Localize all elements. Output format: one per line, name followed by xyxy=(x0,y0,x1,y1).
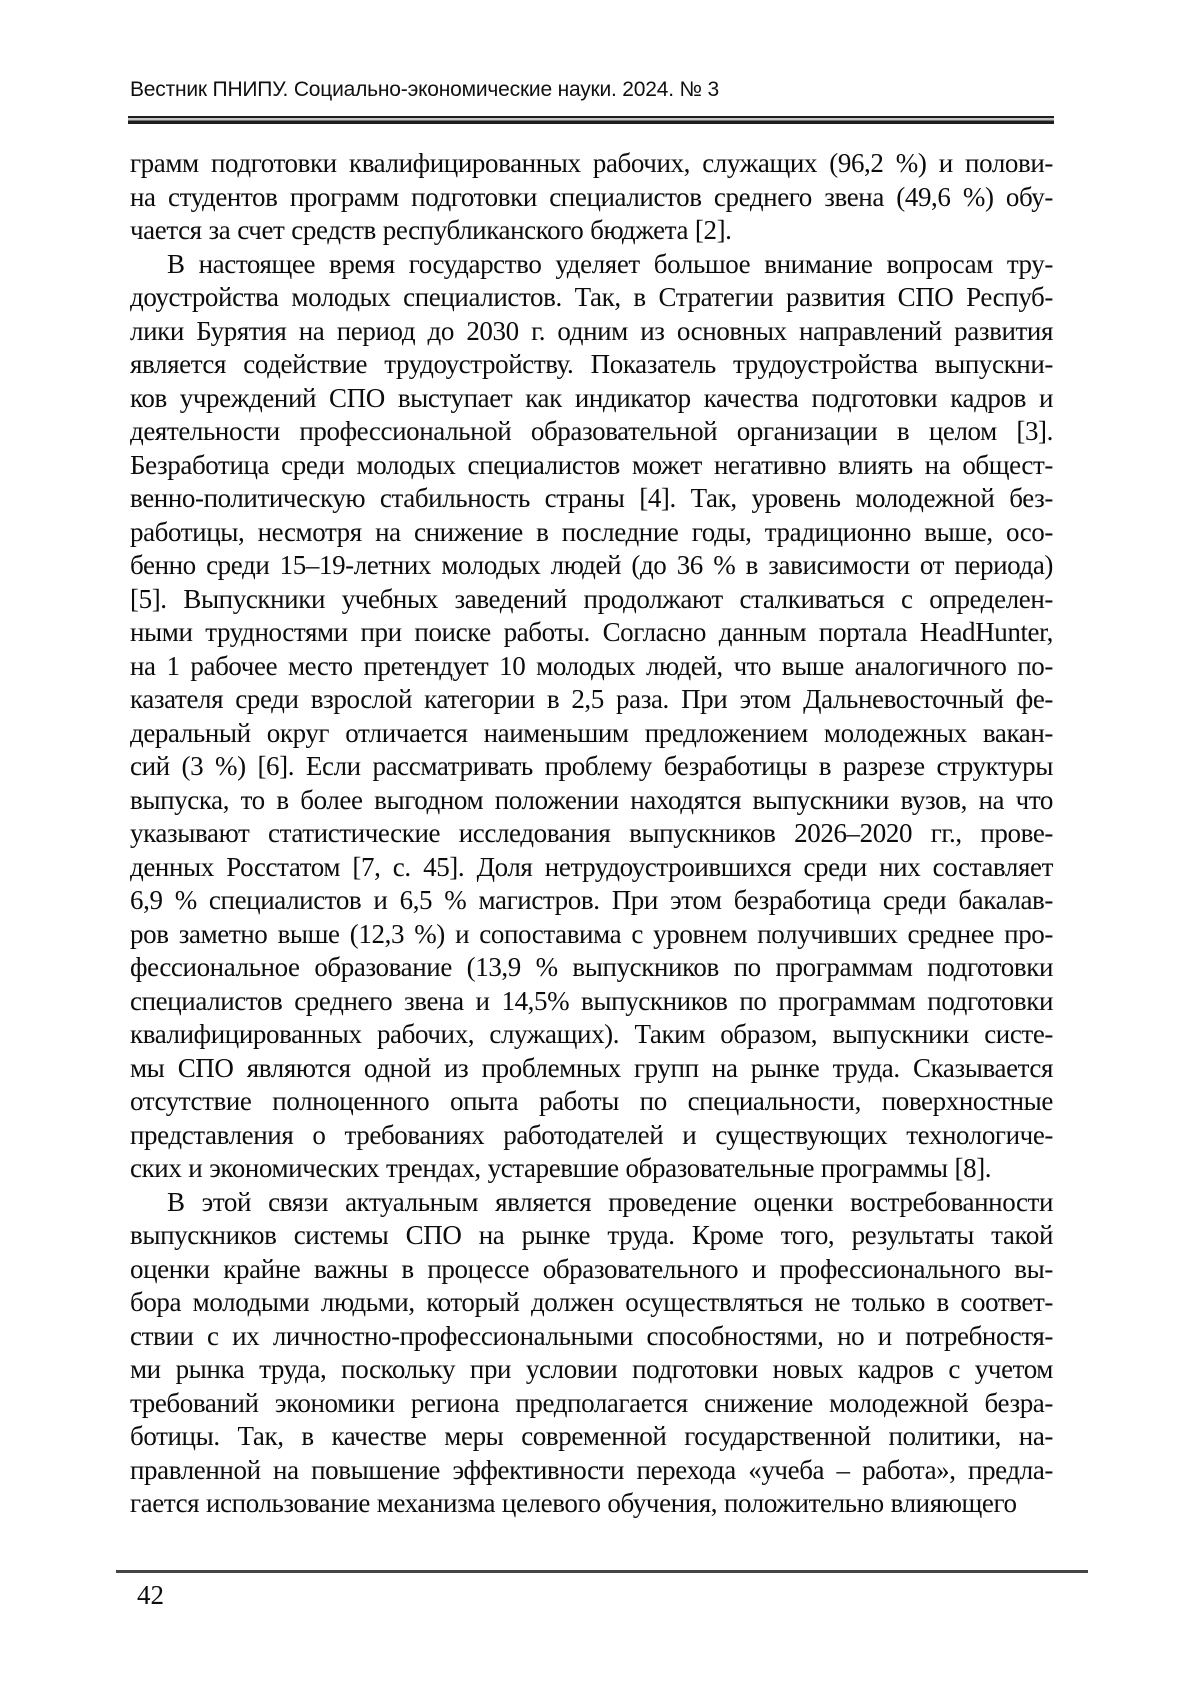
body-text xyxy=(130,147,1053,1521)
footer-rule xyxy=(116,1570,1088,1573)
text-line: ков учреждений СПО выступает как индикатор качества подготовки кадров и xyxy=(130,382,1053,413)
text-line: правленной на повышение эффективности перехода «учеба – работа», предла- xyxy=(130,1454,1053,1485)
text-line: денных Росстатом [7, с. 45]. Доля нетрудоустроившихся среди них составляет xyxy=(130,851,1053,882)
text-line: бенно среди 15–19-летних молодых людей (до 36 % в зависимости от периода) xyxy=(130,550,1053,580)
text-line: указывают статистические исследования выпускников 2026–2020 гг., прове- xyxy=(130,818,1053,848)
text-line: венно-политическую стабильность страны [4]. Так, уровень молодежной без- xyxy=(130,483,1053,513)
text-line: В этой связи актуальным является проведение оценки востребованности xyxy=(167,1186,1053,1217)
text-line: бора молодыми людьми, который должен осуществляться не только в соответ- xyxy=(130,1287,1053,1317)
text-line: доустройства молодых специалистов. Так, в Стратегии развития СПО Респуб- xyxy=(130,282,1053,312)
text-line: ботицы. Так, в качестве меры современной государственной политики, на- xyxy=(130,1421,1053,1451)
text-line: ских и экономических трендах, устаревшие образовательные программы [8]. xyxy=(130,1153,992,1183)
text-line: выпуска, то в более выгодном положении находятся выпускники вузов, на что xyxy=(130,784,1053,815)
text-line: на студентов программ подготовки специалистов среднего звена (49,6 %) обу- xyxy=(130,181,1053,212)
text-line: оценки крайне важны в процессе образовательного и профессионального вы- xyxy=(130,1253,1053,1284)
text-line: чается за счет средств республиканского бюджета [2]. xyxy=(130,215,732,245)
text-line: квалифицированных рабочих, служащих). Таким образом, выпускники систе- xyxy=(130,1019,1053,1049)
text-line: [5]. Выпускники учебных заведений продолжают сталкиваться с определен- xyxy=(130,583,1053,614)
text-line: ными трудностями при поиске работы. Согласно данным портала HeadHunter, xyxy=(130,617,1053,647)
text-line: лики Бурятия на период до 2030 г. одним из основных направлений развития xyxy=(130,315,1053,346)
text-line: В настоящее время государство уделяет большое внимание вопросам тру- xyxy=(167,248,1053,279)
text-line: выпускников системы СПО на рынке труда. Кроме того, результаты такой xyxy=(130,1220,1053,1250)
text-line: специалистов среднего звена и 14,5% выпускников по программам подготовки xyxy=(130,985,1053,1016)
text-line: гается использование механизма целевого обучения, положительно влияющего xyxy=(130,1488,1017,1518)
text-line: на 1 рабочее место претендует 10 молодых людей, что выше аналогичного по- xyxy=(130,650,1053,681)
text-line: 6,9 % специалистов и 6,5 % магистров. При этом безработица среди бакалав- xyxy=(130,885,1053,915)
page-number: 42 xyxy=(137,1580,164,1610)
text-line: фессиональное образование (13,9 % выпускников по программам подготовки xyxy=(130,952,1053,982)
text-line: мы СПО являются одной из проблемных групп на рынке труда. Сказывается xyxy=(130,1052,1053,1083)
text-line: ров заметно выше (12,3 %) и сопоставима с уровнем получивших среднее про- xyxy=(130,918,1053,949)
text-line: ми рынка труда, поскольку при условии подготовки новых кадров с учетом xyxy=(130,1354,1053,1384)
text-line: сий (3 %) [6]. Если рассматривать проблему безработицы в разрезе структуры xyxy=(130,751,1053,781)
text-line: казателя среди взрослой категории в 2,5 раза. При этом Дальневосточный фе- xyxy=(130,684,1053,714)
text-line: является содействие трудоустройству. Показатель трудоустройства выпускни- xyxy=(130,349,1053,379)
text-line: грамм подготовки квалифицированных рабочих, служащих (96,2 %) и полови- xyxy=(130,148,1053,178)
text-line: отсутствие полноценного опыта работы по специальности, поверхностные xyxy=(130,1086,1053,1116)
text-line: Безработица среди молодых специалистов может негативно влиять на общест- xyxy=(130,449,1053,480)
header-double-rule xyxy=(128,116,1054,124)
text-line: требований экономики региона предполагается снижение молодежной безра- xyxy=(130,1387,1053,1418)
text-line: представления о требованиях работодателей и существующих технологиче- xyxy=(130,1119,1053,1150)
text-line: работицы, несмотря на снижение в последние годы, традиционно выше, осо- xyxy=(130,516,1053,547)
text-line: деральный округ отличается наименьшим предложением молодежных вакан- xyxy=(130,717,1053,748)
running-head: Вестник ПНИПУ. Социально-экономические науки. 2024. № 3 xyxy=(130,78,719,101)
text-line: ствии с их личностно-профессиональными способностями, но и потребностя- xyxy=(130,1320,1053,1351)
text-line: деятельности профессиональной образовательной организации в целом [3]. xyxy=(130,416,1053,446)
